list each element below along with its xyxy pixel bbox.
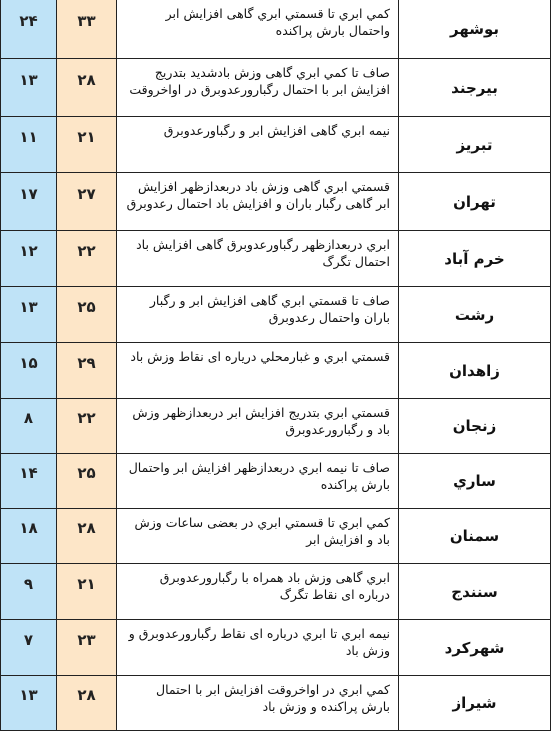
city-name: سمنان [449, 527, 500, 545]
table-row [1, 231, 550, 287]
min-temp: ۸ [23, 409, 34, 427]
max-temp: ۲۷ [77, 184, 96, 203]
forecast-description: صاف تا قسمتي ابري گاهى افزايش ابر و رگبار باران واحتمال رعدوبرق [117, 287, 399, 342]
min-temp: ۱۳ [19, 70, 38, 89]
min-temp-cell [1, 399, 57, 453]
min-temp: ۱۳ [19, 686, 38, 704]
table-row [1, 287, 550, 343]
max-temp-cell [57, 117, 117, 172]
max-temp-cell [57, 173, 117, 230]
city-name: زنجان [452, 417, 497, 435]
min-temp: ۱۴ [19, 464, 38, 482]
city-name: بوشهر [449, 20, 500, 38]
min-temp: ۱۳ [19, 297, 38, 316]
max-temp-cell [57, 59, 117, 116]
table-row [1, 0, 550, 59]
max-temp-cell [57, 399, 117, 453]
min-temp-cell [1, 59, 57, 116]
max-temp-cell [57, 0, 117, 58]
table-row [1, 676, 550, 731]
city-name: شهركرد [444, 638, 505, 657]
min-temp-cell [1, 173, 57, 230]
max-temp-cell [57, 509, 117, 563]
min-temp: ۱۵ [19, 353, 38, 372]
forecast-description: نيمه ابري گاهى افزايش ابر و رگباورعدوبرق [117, 117, 399, 172]
min-temp: ۱۸ [19, 519, 38, 537]
forecast-description: ابري گاهى وزش باد همراه با رگبارورعدوبرق درباره اى نقاط تگرگ [117, 564, 399, 619]
max-temp-cell [57, 231, 117, 286]
min-temp: ۹ [23, 574, 34, 593]
forecast-description: صاف تا نيمه ابري دربعدازظهر افزايش ابر واحتمال بارش پراكنده [117, 454, 399, 508]
forecast-description: قسمتي ابري بتدريج افزايش ابر دربعدازظهر وزش باد و رگبارورعدوبرق [117, 399, 399, 453]
min-temp-cell [1, 454, 57, 508]
city-name: تبريز [456, 135, 493, 154]
min-temp: ۲۴ [19, 12, 38, 30]
table-row [1, 399, 550, 454]
min-temp-cell [1, 620, 57, 675]
min-temp-cell [1, 287, 57, 342]
max-temp: ۲۱ [77, 574, 96, 593]
city-name: تهران [453, 192, 496, 211]
city-name: خرم آباد [444, 249, 505, 268]
max-temp: ۳۳ [77, 12, 96, 30]
max-temp: ۲۳ [77, 630, 96, 649]
city-name: رشت [454, 305, 495, 324]
table-row [1, 343, 550, 399]
city-name: شيراز [452, 694, 497, 712]
max-temp: ۲۹ [77, 353, 96, 372]
max-temp: ۲۱ [77, 127, 96, 146]
max-temp: ۲۲ [77, 409, 96, 427]
forecast-description: نيمه ابري تا ابري درباره اى نقاط رگبارورعدوبرق و وزش باد [117, 620, 399, 675]
city-name: بيرجند [451, 78, 498, 97]
city-name: سنندج [451, 582, 498, 601]
forecast-description: صاف تا كمي ابري گاهى وزش بادشديد بتدريج افزايش ابر با احتمال رگبارورعدوبرق در اواخروقت [117, 59, 399, 116]
forecast-description: ابري دربعدازظهر رگباورعدوبرق گاهى افزايش باد احتمال تگرگ [117, 231, 399, 286]
min-temp: ۱۱ [19, 127, 38, 146]
max-temp: ۲۵ [77, 297, 96, 316]
forecast-description: كمي ابري در اواخروقت افزايش ابر با احتمال بارش پراكنده و وزش باد [117, 676, 399, 730]
max-temp-cell [57, 620, 117, 675]
max-temp: ۲۸ [77, 519, 96, 537]
min-temp-cell [1, 0, 57, 58]
max-temp-cell [57, 676, 117, 730]
min-temp-cell [1, 231, 57, 286]
min-temp-cell [1, 676, 57, 730]
city-name: زاهدان [449, 361, 500, 380]
forecast-description: قسمتي ابري و غبارمحلي درياره اى نقاط وزش باد [117, 343, 399, 398]
table-row [1, 117, 550, 173]
forecast-description: كمي ابري تا قسمتي ابري گاهى افزايش ابر واحتمال بارش پراكنده [117, 0, 399, 58]
table-row [1, 564, 550, 620]
max-temp-cell [57, 343, 117, 398]
max-temp-cell [57, 564, 117, 619]
forecast-description: كمي ابري تا قسمتي ابري در بعضى ساعات وزش باد و افزايش ابر [117, 509, 399, 563]
max-temp: ۲۲ [77, 241, 96, 260]
table-row [1, 173, 550, 231]
table-row [1, 509, 550, 564]
forecast-description: قسمتي ابري گاهى وزش باد دربعدازظهر افزايش ابر گاهى رگبار باران و افزايش باد احتمال رعدوبرق [117, 173, 399, 230]
min-temp-cell [1, 117, 57, 172]
max-temp: ۲۵ [77, 464, 96, 482]
max-temp-cell [57, 287, 117, 342]
max-temp: ۲۸ [77, 70, 96, 89]
min-temp: ۷ [23, 630, 34, 649]
city-name: ساري [453, 472, 496, 490]
min-temp: ۱۲ [19, 241, 38, 260]
min-temp-cell [1, 343, 57, 398]
max-temp: ۲۸ [77, 686, 96, 704]
max-temp-cell [57, 454, 117, 508]
min-temp: ۱۷ [19, 184, 38, 203]
table-row [1, 620, 550, 676]
min-temp-cell [1, 509, 57, 563]
min-temp-cell [1, 564, 57, 619]
table-row [1, 59, 550, 117]
table-row [1, 454, 550, 509]
